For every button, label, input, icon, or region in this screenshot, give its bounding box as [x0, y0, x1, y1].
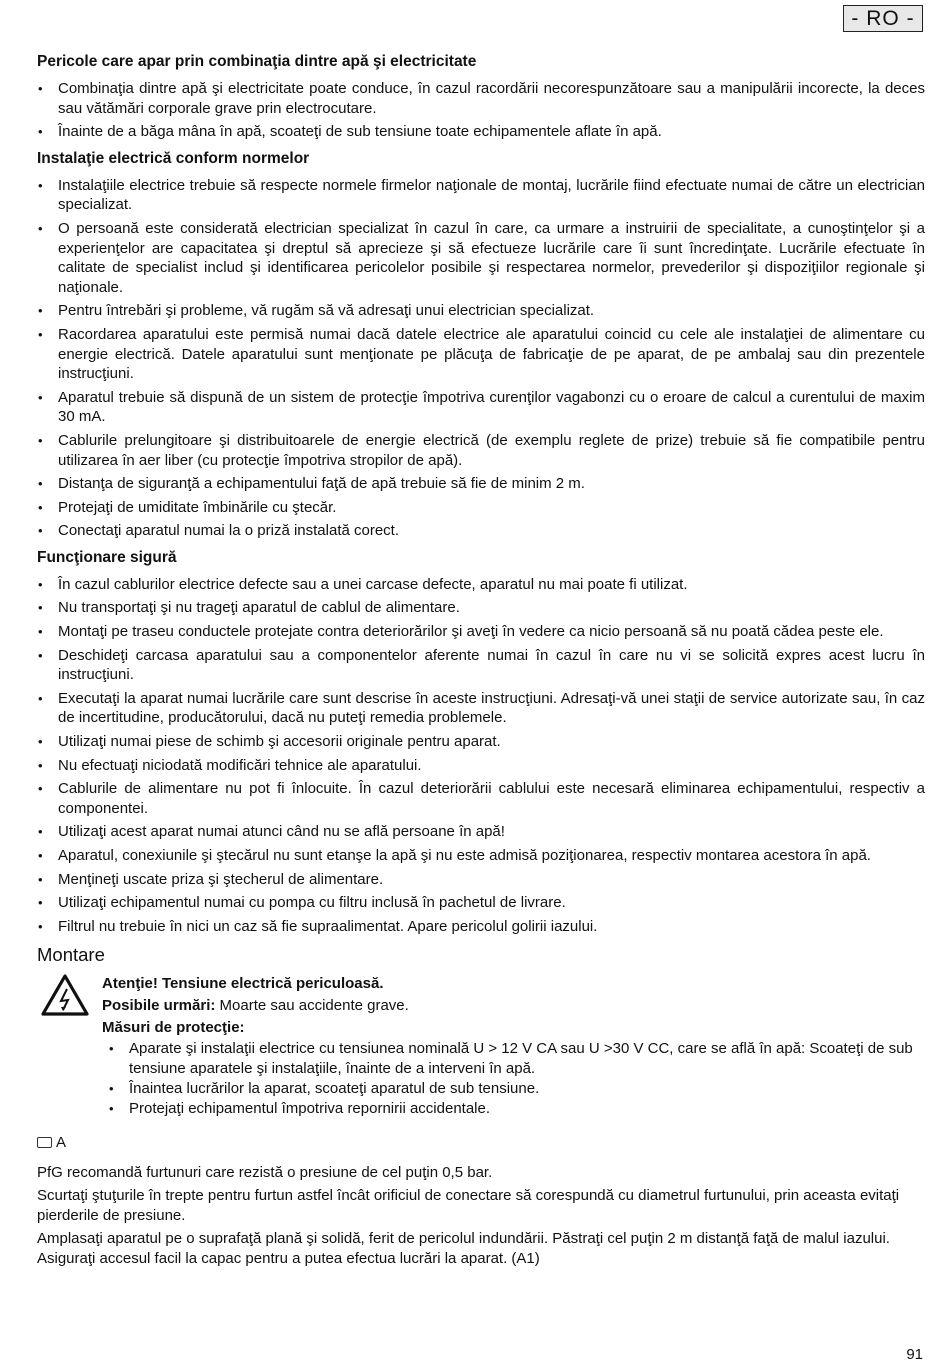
list-item: • Nu efectuaţi niciodată modificări tehnice ale aparatului. [37, 756, 925, 776]
list-item: • Racordarea aparatului este permisă numai dacă datele electrice ale aparatului coincid cu cele ale instalaţiei de alimentare cu energie electrică. Datele aparatului sunt menţionate pe plăcuţa de fabricaţie de pe aparat, de pe ambalaj sau din prezentele instrucţiuni. [37, 325, 925, 384]
list-item: • Utilizaţi acest aparat numai atunci când nu se află persoane în apă! [37, 822, 925, 842]
list-item: • Montaţi pe traseu conductele protejate contra deteriorărilor şi aveţi în vedere ca nicio persoană să nu poată cădea peste ele. [37, 622, 925, 642]
page-content [37, 52, 925, 1269]
language-tag: - RO - [843, 5, 923, 32]
figure-reference [37, 1133, 925, 1153]
warning-title: Atenţie! Tensiune electrică periculoasă. [102, 975, 384, 993]
bullet-list [37, 575, 925, 937]
list-item: • Filtrul nu trebuie în nici un caz să fie supraalimentat. Apare pericolul golirii iazului. [37, 917, 925, 937]
paragraph: Amplasaţi aparatul pe o suprafaţă plană şi solidă, ferit de pericolul indundării. Păstraţi cel puţin 2 m distanţă faţă de malul iazului. Asiguraţi accesul facil la capac pentru a putea efectua lucrări la aparat. (A1) [37, 1230, 890, 1267]
list-item: • Nu transportaţi şi nu trageţi aparatul de cablul de alimentare. [37, 598, 925, 618]
figure-box-icon [37, 1137, 52, 1148]
list-item: • Distanţa de siguranţă a echipamentului faţă de apă trebuie să fie de minim 2 m. [37, 474, 925, 494]
safety-sections [37, 52, 925, 936]
consequences-label: Posibile urmări: [102, 997, 216, 1015]
protection-measure-item: • Înaintea lucrărilor la aparat, scoateţi aparatul de sub tensiune. [108, 1079, 925, 1099]
paragraph: Scurtaţi ştuţurile în trepte pentru furtun astfel încât orificiul de conectare să corespundă cu diametrul furtunului, prin aceasta evitaţi pierderile de presiune. [37, 1187, 900, 1224]
warning-consequences [102, 995, 925, 1017]
high-voltage-warning-icon [40, 973, 90, 1017]
list-item: • Pentru întrebări şi probleme, vă rugăm să vă adresaţi unui electrician specializat. [37, 301, 925, 321]
paragraph: PfG recomandă furtunuri care rezistă o presiune de cel puţin 0,5 bar. [37, 1163, 493, 1181]
protection-measure-item: • Aparate şi instalaţii electrice cu tensiunea nominală U > 12 V CA sau U >30 V CC, care se află în apă: Scoateţi de sub tensiune aparatele şi instalaţiile, înainte de a interveni în apă. [108, 1039, 925, 1079]
list-item: • Protejaţi de umiditate îmbinările cu ştecăr. [37, 498, 925, 518]
list-item: • Utilizaţi numai piese de schimb şi accesorii originale pentru aparat. [37, 732, 925, 752]
list-item: • Cablurile prelungitoare şi distribuitoarele de energie electrică (de exemplu reglete de prize) trebuie să fie compatibile pentru utilizarea în aer liber (cu protecţie împotriva stropilor de apă). [37, 431, 925, 470]
list-item: • Executaţi la aparat numai lucrările care sunt descrise în aceste instrucţiuni. Adresaţi-vă unei staţii de service autorizate sau, în caz de incertitudine, producătorului, dacă nu puteţi remedia problemele. [37, 689, 925, 728]
list-item: • Combinaţia dintre apă şi electricitate poate conduce, în cazul racordării necorespunzătoare sau a manipulării incorecte, la deces sau vătămări corporale grave prin electrocutare. [37, 79, 925, 118]
protection-measures-list [102, 1039, 925, 1118]
list-item: • Conectaţi aparatul numai la o priză instalată corect. [37, 521, 925, 541]
consequences-text: Moarte sau accidente grave. [215, 997, 409, 1015]
montare-paragraphs [37, 1163, 925, 1269]
electric-warning-block [37, 973, 925, 1118]
list-item: • Cablurile de alimentare nu pot fi înlocuite. În cazul deteriorării cablului este necesară eliminarea echipamentului, respectiv a componentei. [37, 779, 925, 818]
page-number: 91 [906, 1346, 923, 1363]
list-item: • Aparatul trebuie să dispună de un sistem de protecţie împotriva curenţilor vagabonzi cu o eroare de calcul a curentului de maxim 30 mA. [37, 388, 925, 427]
list-item: • În cazul cablurilor electrice defecte sau a unei carcase defecte, aparatul nu mai poate fi utilizat. [37, 575, 925, 595]
list-item: • Instalaţiile electrice trebuie să respecte normele firmelor naţionale de montaj, lucrările fiind efectuate numai de către un electrician specializat. [37, 176, 925, 215]
bullet-list [37, 79, 925, 142]
list-item: • Aparatul, conexiunile şi ştecărul nu sunt etanşe la apă şi nu este admisă poziţionarea, respectiv montarea acestora în apă. [37, 846, 925, 866]
montare-heading: Montare [37, 944, 105, 966]
bullet-list [37, 176, 925, 541]
section-heading: Pericole care apar prin combinaţia dintre apă şi electricitate [37, 53, 477, 70]
list-item: • Utilizaţi echipamentul numai cu pompa cu filtru inclusă în pachetul de livrare. [37, 893, 925, 913]
protection-measures-label: Măsuri de protecţie: [102, 1019, 245, 1037]
list-item: • Menţineţi uscate priza şi ştecherul de alimentare. [37, 870, 925, 890]
list-item: • Deschideţi carcasa aparatului sau a componentelor aferente numai în cazul în care nu vi se solicită expres acest lucru în instrucţiuni. [37, 646, 925, 685]
section-heading: Instalaţie electrică conform normelor [37, 149, 310, 167]
figure-label: A [56, 1133, 67, 1151]
list-item: • Înainte de a băga mâna în apă, scoateţi de sub tensiune toate echipamentele aflate în apă. [37, 122, 925, 142]
list-item: • O persoană este considerată electrician specializat în cazul în care, ca urmare a instruirii de specialitate, a cunoştinţelor şi a experienţelor are capacitatea şi dreptul să aprecieze şi să efectueze lucrările care îi sunt încredinţate. Lucrările efectuate în calitate de specialist includ şi identificarea pericolelor posibile şi respectarea normelor, prevederilor şi dispoziţiilor regionale şi naţionale. [37, 219, 925, 297]
section-heading: Funcţionare sigură [37, 548, 177, 566]
protection-measure-item: • Protejaţi echipamentul împotriva repornirii accidentale. [108, 1099, 925, 1119]
